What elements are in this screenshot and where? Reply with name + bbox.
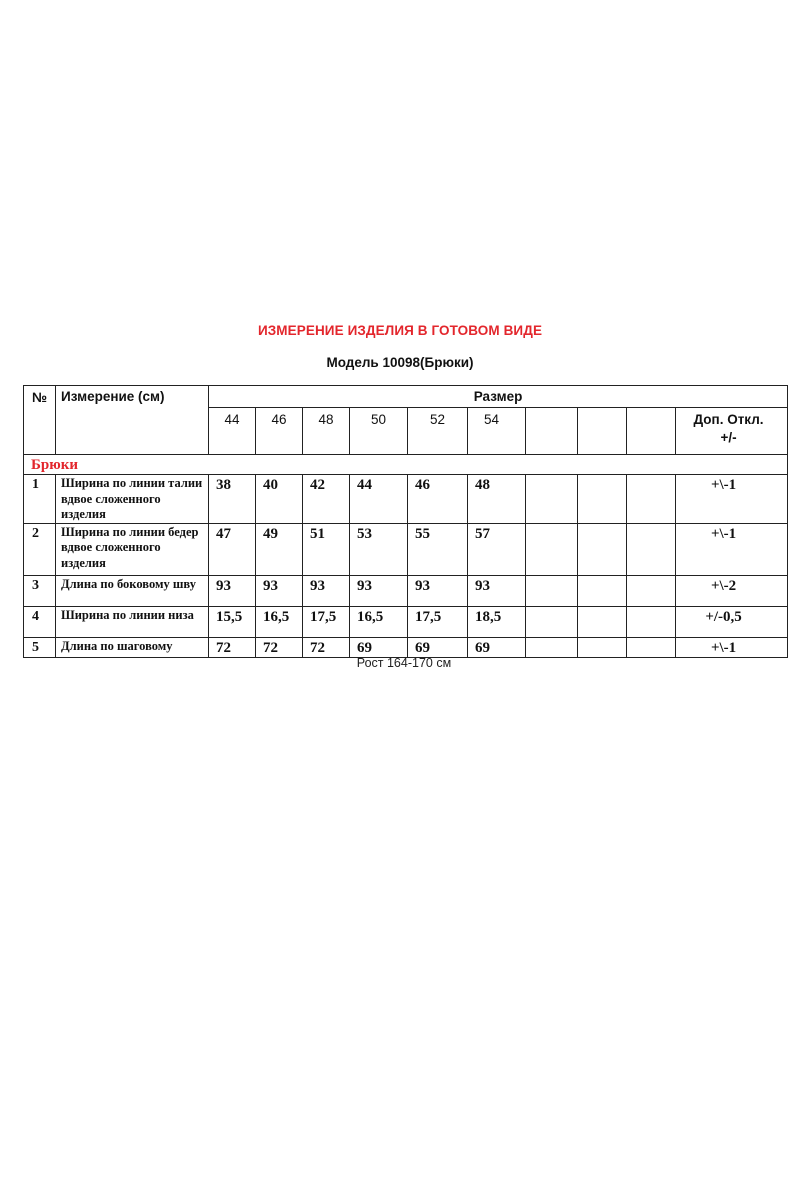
empty-cell: [526, 606, 578, 637]
value-cell: 93: [256, 575, 303, 606]
row-label: Ширина по линии бедер вдвое сложенного изделия: [56, 523, 209, 575]
value-cell: 49: [256, 523, 303, 575]
row-label: Длина по боковому шву: [56, 575, 209, 606]
size-header-cell: 54: [468, 408, 526, 455]
header-tolerance-line1: Доп. Откл.: [693, 412, 764, 427]
empty-cell: [627, 606, 676, 637]
value-cell: 15,5: [209, 606, 256, 637]
size-header-cell: 52: [408, 408, 468, 455]
header-tolerance: [676, 408, 788, 455]
header-tolerance-line2: +/-: [720, 430, 737, 445]
empty-cell: [627, 475, 676, 524]
empty-cell: [578, 637, 627, 657]
value-cell: 42: [303, 475, 350, 524]
header-num: №: [24, 386, 56, 455]
value-cell: 57: [468, 523, 526, 575]
empty-cell: [526, 637, 578, 657]
value-cell: 72: [303, 637, 350, 657]
empty-cell: [627, 575, 676, 606]
section-label: Брюки: [24, 455, 788, 475]
value-cell: 93: [350, 575, 408, 606]
value-cell: 44: [350, 475, 408, 524]
value-cell: 69: [468, 637, 526, 657]
empty-cell: [627, 637, 676, 657]
empty-cell: [526, 575, 578, 606]
value-cell: 69: [408, 637, 468, 657]
empty-cell: [578, 408, 627, 455]
row-num: 1: [24, 475, 56, 524]
tolerance-cell: +\-2: [676, 575, 788, 606]
value-cell: 38: [209, 475, 256, 524]
value-cell: 53: [350, 523, 408, 575]
row-num: 3: [24, 575, 56, 606]
value-cell: 17,5: [303, 606, 350, 637]
header-size: Размер: [209, 386, 788, 408]
row-num: 5: [24, 637, 56, 657]
empty-cell: [526, 523, 578, 575]
row-num: 4: [24, 606, 56, 637]
row-label: Длина по шаговому: [56, 637, 209, 657]
empty-cell: [526, 475, 578, 524]
value-cell: 16,5: [256, 606, 303, 637]
value-cell: 51: [303, 523, 350, 575]
tolerance-cell: +\-1: [676, 637, 788, 657]
size-header-cell: 46: [256, 408, 303, 455]
value-cell: 46: [408, 475, 468, 524]
empty-cell: [627, 523, 676, 575]
empty-cell: [578, 575, 627, 606]
row-label: Ширина по линии талии вдвое сложенного изделия: [56, 475, 209, 524]
doc-subtitle: Модель 10098(Брюки): [326, 355, 474, 370]
empty-cell: [578, 523, 627, 575]
empty-cell: [578, 475, 627, 524]
value-cell: 72: [209, 637, 256, 657]
doc-title: ИЗМЕРЕНИЕ ИЗДЕЛИЯ В ГОТОВОМ ВИДЕ: [257, 323, 543, 338]
value-cell: 69: [350, 637, 408, 657]
value-cell: 17,5: [408, 606, 468, 637]
empty-cell: [526, 408, 578, 455]
row-num: 2: [24, 523, 56, 575]
value-cell: 18,5: [468, 606, 526, 637]
value-cell: 93: [303, 575, 350, 606]
tolerance-cell: +\-1: [676, 523, 788, 575]
empty-cell: [578, 606, 627, 637]
row-label: Ширина по линии низа: [56, 606, 209, 637]
value-cell: 93: [468, 575, 526, 606]
footnote: Рост 164-170 см: [356, 656, 452, 670]
value-cell: 16,5: [350, 606, 408, 637]
size-header-cell: 48: [303, 408, 350, 455]
value-cell: 93: [209, 575, 256, 606]
size-header-cell: 44: [209, 408, 256, 455]
value-cell: 72: [256, 637, 303, 657]
value-cell: 93: [408, 575, 468, 606]
tolerance-cell: +/-0,5: [676, 606, 788, 637]
value-cell: 55: [408, 523, 468, 575]
empty-cell: [627, 408, 676, 455]
tolerance-cell: +\-1: [676, 475, 788, 524]
size-header-cell: 50: [350, 408, 408, 455]
header-measurement: Измерение (см): [56, 386, 209, 455]
measurement-table: [23, 385, 788, 658]
value-cell: 47: [209, 523, 256, 575]
value-cell: 40: [256, 475, 303, 524]
value-cell: 48: [468, 475, 526, 524]
